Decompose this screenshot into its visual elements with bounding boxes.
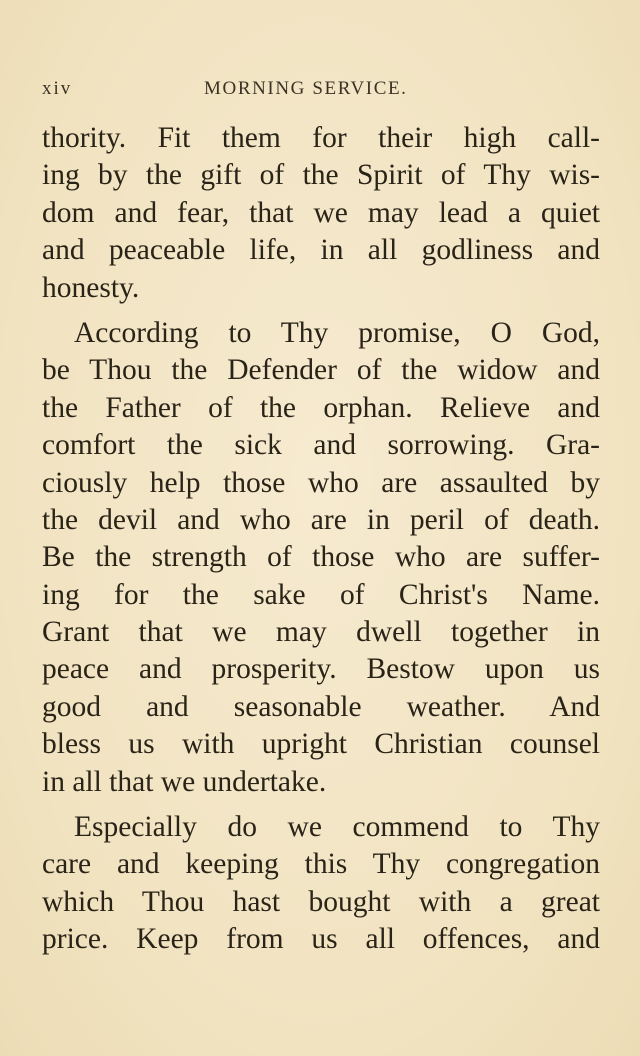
text-line: ciously help those who are assaulted by [42,466,600,499]
text-line: Be the strength of those who are suffer- [42,541,600,574]
text-line: peace and prosperity. Bestow upon us [42,653,600,686]
text-line: ing by the gift of the Spirit of Thy wis- [42,159,600,192]
text-line: care and keeping this Thy congregation [42,848,600,881]
running-head: MORNING SERVICE. [204,78,408,99]
text-line: be Thou the Defender of the widow and [42,354,600,387]
text-line: bless us with upright Christian counsel [42,728,600,761]
text-line: honesty. [42,271,140,304]
text-line: and peaceable life, in all godliness and [42,234,600,267]
text-line: Especially do we commend to Thy [74,811,600,844]
text-line: Grant that we may dwell together in [42,616,600,649]
paragraph-2 [42,315,600,801]
text-line: which Thou hast bought with a great [42,885,600,918]
text-line: in all that we undertake. [42,765,327,798]
text-line: good and seasonable weather. And [42,690,600,723]
text-line: price. Keep from us all offences, and [42,923,600,956]
text-line: ing for the sake of Christ's Name. [42,578,600,611]
text-line: According to Thy promise, O God, [74,316,600,349]
text-line: the Father of the orphan. Relieve and [42,391,600,424]
text-line: comfort the sick and sorrowing. Gra- [42,429,600,462]
page-number: xiv [42,78,73,99]
page-header [42,78,600,102]
paragraph-3 [42,809,600,959]
body-text [42,120,600,959]
text-line: thority. Fit them for their high call- [42,122,600,154]
text-line: dom and fear, that we may lead a quiet [42,196,600,229]
paragraph-1 [42,120,600,307]
text-line: the devil and who are in peril of death. [42,503,600,536]
